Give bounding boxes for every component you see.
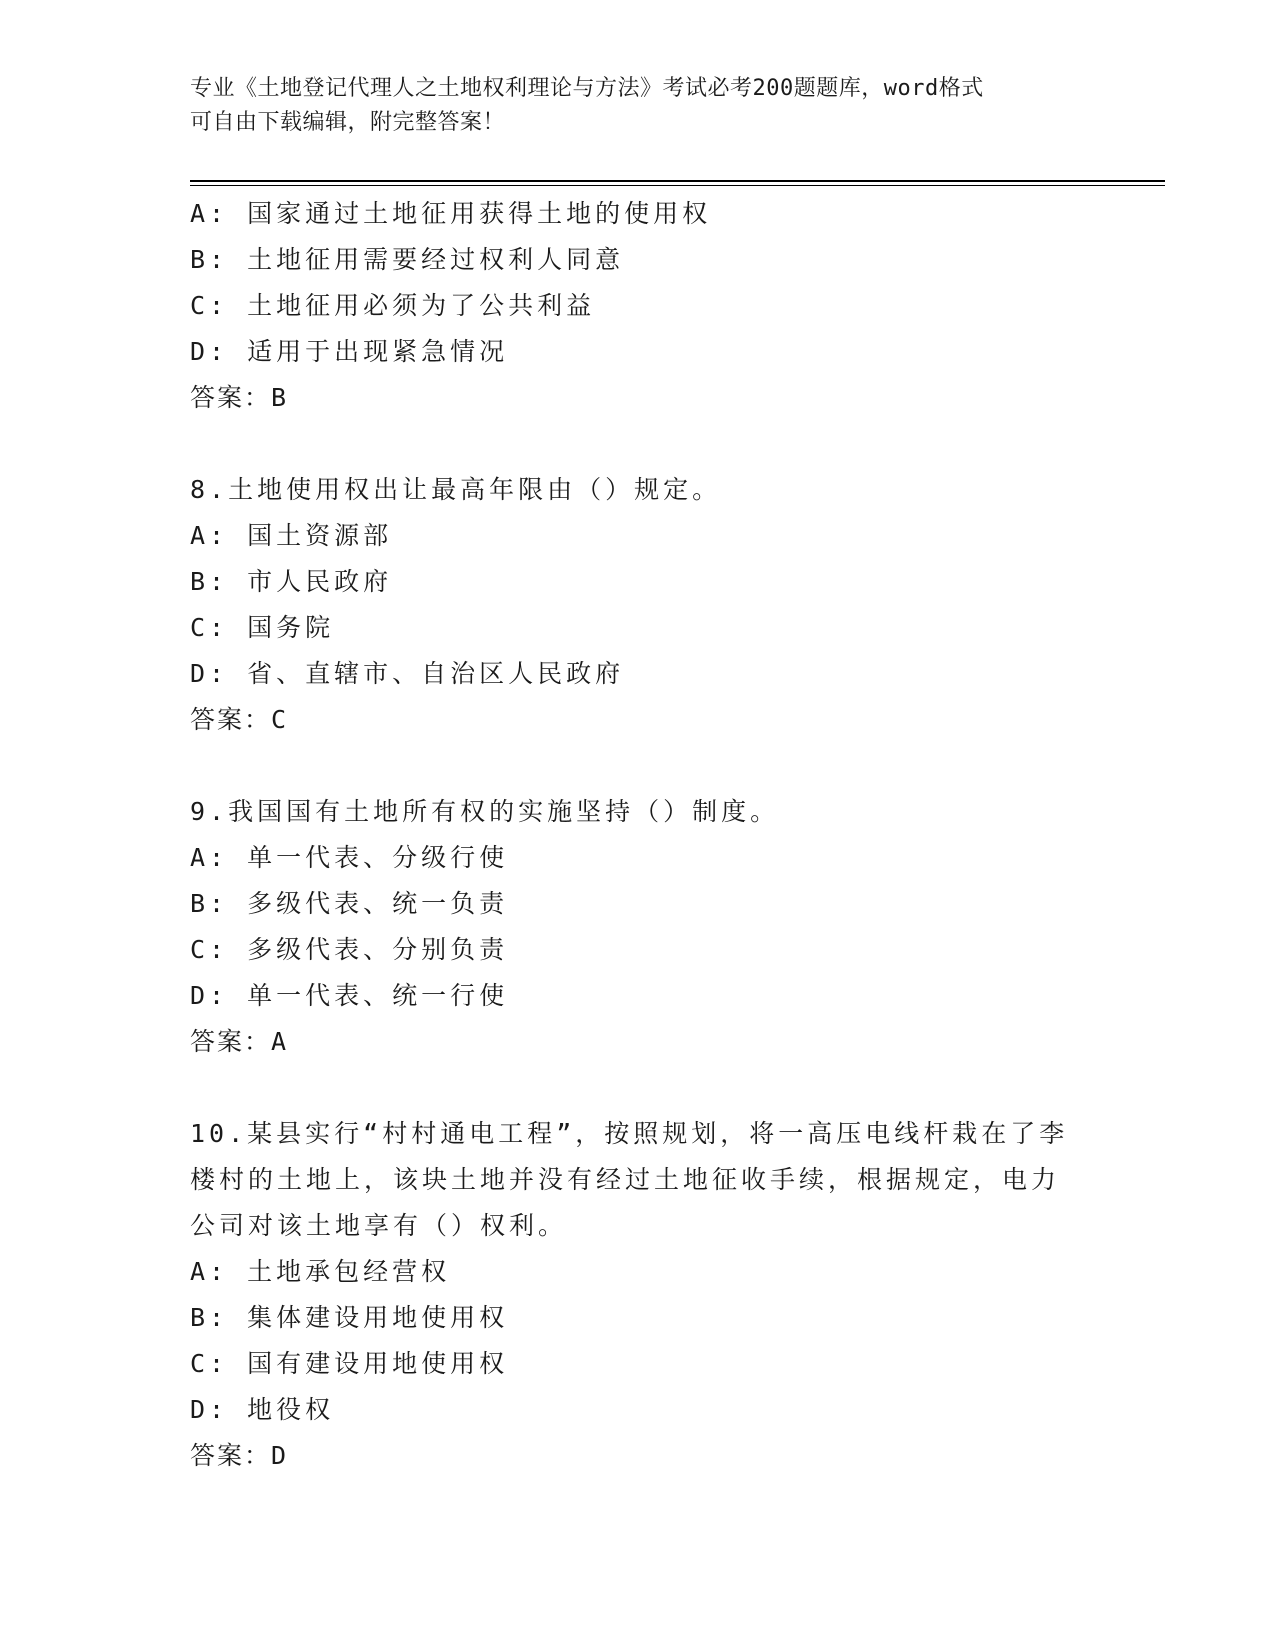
option-d: D: 省、直辖市、自治区人民政府 (190, 659, 625, 688)
option-c: C: 多级代表、分别负责 (190, 935, 509, 964)
question-stem-line-2: 楼村的土地上，该块土地并没有经过土地征收手续，根据规定，电力 (190, 1165, 1061, 1194)
option-d: D: 单一代表、统一行使 (190, 981, 509, 1010)
question-stem: 8.土地使用权出让最高年限由（）规定。 (190, 475, 722, 504)
question-9 (190, 789, 1130, 1065)
document-header (190, 72, 1090, 140)
option-a: A: 国家通过土地征用获得土地的使用权 (190, 199, 712, 228)
option-c: C: 国务院 (190, 613, 335, 642)
question-list (190, 191, 1130, 1479)
answer: 答案：D (190, 1441, 289, 1470)
spacer (190, 1065, 1130, 1111)
option-a: A: 单一代表、分级行使 (190, 843, 509, 872)
answer: 答案：C (190, 705, 289, 734)
answer: 答案：A (190, 1027, 289, 1056)
question-10 (190, 1111, 1130, 1479)
option-b: B: 土地征用需要经过权利人同意 (190, 245, 625, 274)
question-stem-line-1: 10.某县实行“村村通电工程”，按照规划，将一高压电线杆栽在了李 (190, 1119, 1069, 1148)
question-stem-line-3: 公司对该土地享有（）权利。 (190, 1211, 568, 1240)
option-c: C: 国有建设用地使用权 (190, 1349, 509, 1378)
spacer (190, 421, 1130, 467)
header-line-1: 专业《土地登记代理人之土地权利理论与方法》考试必考200题题库，word格式 (190, 76, 984, 101)
option-a: A: 国土资源部 (190, 521, 393, 550)
option-c: C: 土地征用必须为了公共利益 (190, 291, 596, 320)
option-d: D: 地役权 (190, 1395, 335, 1424)
answer: 答案：B (190, 383, 289, 412)
question-8 (190, 467, 1130, 743)
header-divider-thin (190, 185, 1165, 186)
spacer (190, 743, 1130, 789)
option-b: B: 多级代表、统一负责 (190, 889, 509, 918)
option-b: B: 集体建设用地使用权 (190, 1303, 509, 1332)
option-d: D: 适用于出现紧急情况 (190, 337, 509, 366)
header-divider-thick (190, 180, 1165, 182)
header-line-2: 可自由下载编辑，附完整答案！ (190, 110, 506, 135)
question-7 (190, 191, 1130, 421)
option-b: B: 市人民政府 (190, 567, 393, 596)
question-stem: 9.我国国有土地所有权的实施坚持（）制度。 (190, 797, 780, 826)
option-a: A: 土地承包经营权 (190, 1257, 451, 1286)
